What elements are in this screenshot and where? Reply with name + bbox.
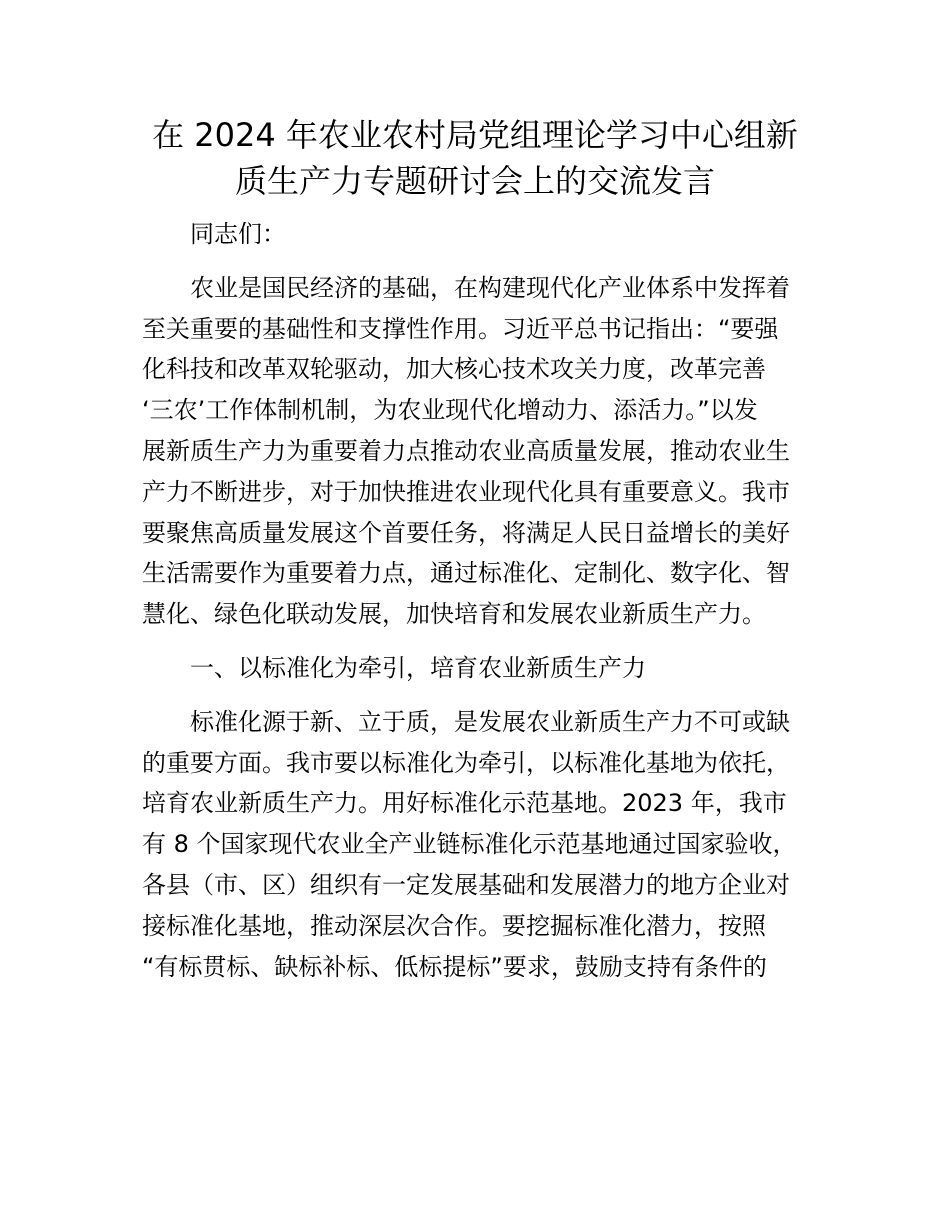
paragraph-line: 生活需要作为重要着力点，通过标准化、定制化、数字化、智 <box>142 559 790 588</box>
paragraph-line: 化科技和改革双轮驱动，加大核心技术攻关力度，改革完善 <box>142 355 766 384</box>
paragraph-line: 有 8 个国家现代农业全产业链标准化示范基地通过国家验收， <box>142 830 797 859</box>
paragraph-line: 展新质生产力为重要着力点推动农业高质量发展，推动农业生 <box>142 436 790 465</box>
paragraph-intro <box>142 268 832 635</box>
paragraph-line: ‘三农’工作体制机制，为农业现代化增动力、添活力。”以发 <box>142 396 758 425</box>
paragraph-line: 的重要方面。我市要以标准化为牵引，以标准化基地为依托， <box>142 748 790 777</box>
document-title <box>0 112 950 204</box>
paragraph-line: 产力不断进步，对于加快推进农业现代化具有重要意义。我市 <box>142 477 790 506</box>
paragraph-line: 至关重要的基础性和支撑性作用。习近平总书记指出：“要强 <box>142 314 779 343</box>
document-body <box>142 214 832 1000</box>
salutation <box>142 214 832 255</box>
paragraph-line: 标准化源于新、立于质，是发展农业新质生产力不可或缺 <box>190 707 790 736</box>
paragraph-standardization <box>142 702 832 988</box>
section-heading <box>142 648 832 689</box>
paragraph-line: “有标贯标、缺标补标、低标提标”要求，鼓励支持有条件的 <box>142 952 767 981</box>
salutation-text: 同志们： <box>190 220 286 248</box>
paragraph-line: 各县（市、区）组织有一定发展基础和发展潜力的地方企业对 <box>142 870 790 899</box>
title-line: 在 2024 年农业农村局党组理论学习中心组新 <box>152 116 798 154</box>
paragraph-line: 要聚焦高质量发展这个首要任务，将满足人民日益增长的美好 <box>142 518 790 547</box>
paragraph-line: 接标准化基地，推动深层次合作。要挖掘标准化潜力，按照 <box>142 911 766 940</box>
section-heading-text: 一、以标准化为牵引，培育农业新质生产力 <box>190 653 646 682</box>
paragraph-line: 培育农业新质生产力。用好标准化示范基地。2023 年，我市 <box>142 789 787 818</box>
title-line: 质生产力专题研讨会上的交流发言 <box>234 162 715 200</box>
paragraph-line: 慧化、绿色化联动发展，加快培育和发展农业新质生产力。 <box>142 600 766 629</box>
paragraph-line: 农业是国民经济的基础，在构建现代化产业体系中发挥着 <box>190 273 790 302</box>
